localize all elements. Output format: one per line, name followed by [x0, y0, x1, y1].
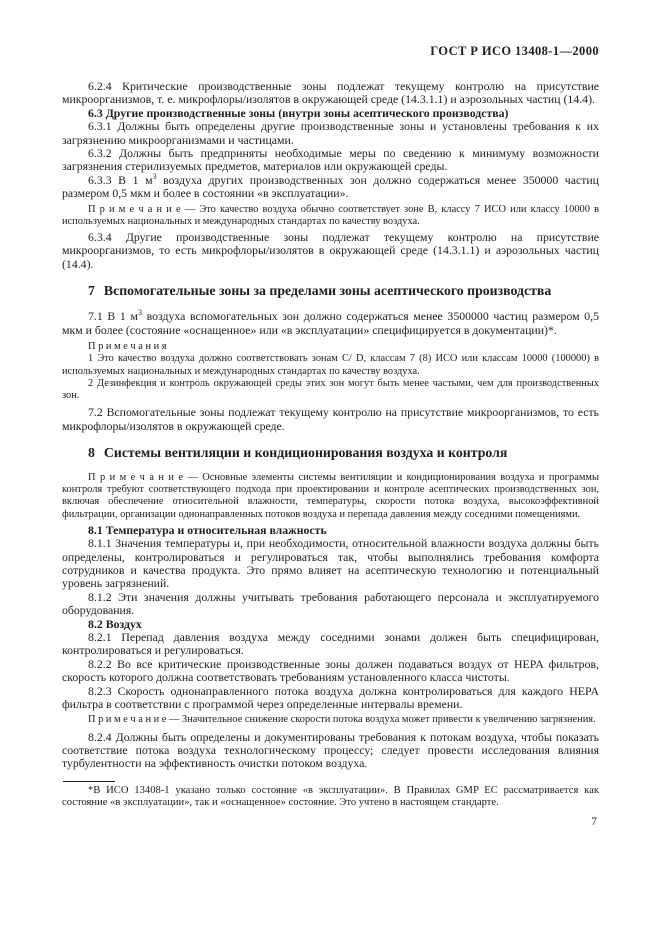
para-7-1	[62, 310, 599, 337]
para-6-3-2: 6.3.2 Должны быть предприняты необходимые меры по сведению к минимуму возможности загрязнения стерилизуемых предметов, материалов или окружающей среды.	[62, 146, 599, 174]
footnote-rule	[63, 781, 115, 782]
section-number: 8	[88, 444, 95, 460]
para-6-3-3-text-rest: воздуха других производственных зон должно содержаться менее 350000 частиц размером 0,5 мкм и более в состоянии «в эксплуатации».	[62, 172, 599, 201]
para-6-3-3	[62, 171, 599, 201]
para-8-2-1: 8.2.1 Перепад давления воздуха между соседними зонами должен быть специфицирован, контролироваться и регулироваться.	[62, 629, 599, 658]
note-6-3-3: П р и м е ч а н и е — Это качество воздуха обычно соответствует зоне В, классу 7 ИСО или классу 10000 в используемых национальных и международных стандартах по качеству воздуха.	[62, 203, 599, 227]
para-7-1-text-rest: воздуха вспомогательных зон должно содержаться менее 3500000 частиц размером 0,5 мкм и более (состояние «оснащенное» или «в эксплуатации» специфицируется в документации)*.	[62, 309, 600, 337]
para-7-2: 7.2 Вспомогательные зоны подлежат текущему контролю на присутствие микроорганизмов, то есть микрофлоры/изолятов в окружающей среде.	[62, 405, 599, 433]
note-8-2-3: П р и м е ч а н и е — Значительное снижение скорости потока воздуха может привести к увеличению загрязнения.	[88, 714, 596, 726]
para-8-1-1: 8.1.1 Значения температуры и, при необходимости, относительной влажности воздуха должны быть определены, контролироваться и регулироваться так, чтобы выполнялись требования комфорта сотрудников и качества продукта. Это прямо влияет на асептическую технологию и потенциальный уровень загрязнений.	[62, 536, 599, 591]
para-6-2-4: 6.2.4 Критические производственные зоны подлежат текущему контролю на присутствие микроорганизмов, т. е. микрофлоры/изолятов в окружающей среде (14.3.1.1) и аэрозольных частиц (14.4).	[62, 79, 599, 107]
section-title: Вспомогательные зоны за пределами зоны асептического производства	[103, 283, 552, 299]
note-7-1-item-2: 2 Дезинфекция и контроль окружающей среды этих зон могут быть менее частыми, чем для производственных зон.	[62, 377, 599, 401]
section-heading-7	[62, 283, 599, 299]
notes-label: П р и м е ч а н и я	[88, 341, 167, 353]
section-number: 7	[88, 283, 95, 299]
para-8-2-4: 8.2.4 Должны быть определены и документированы требования к потокам воздуха, чтобы показать соответствие потока воздуха технологическому процессу; следует провести исследования влияния турбулентности на эффективность очистки потоком воздуха.	[62, 729, 599, 771]
para-6-3-3-text: 6.3.3 В 1 м	[88, 172, 153, 187]
superscript-cubed: 3	[152, 171, 157, 181]
para-8-2-3: 8.2.3 Скорость однонаправленного потока воздуха должна контролироваться для каждого HEPA фильтра в соответствии с программой через определенные интервалы времени.	[62, 683, 599, 712]
subheading-8-2: 8.2 Воздух	[88, 616, 142, 631]
notes-7-1	[62, 341, 599, 402]
page-number: 7	[591, 816, 597, 829]
subheading-6-3: 6.3 Другие производственные зоны (внутри зоны асептического производства)	[88, 105, 509, 120]
subheading-8-1: 8.1 Температура и относительная влажность	[88, 522, 327, 537]
doc-header-designation: ГОСТ Р ИСО 13408-1—2000	[430, 44, 599, 58]
para-7-1-text: 7.1 В 1 м	[88, 309, 138, 324]
para-8-1-2: 8.1.2 Эти значения должны учитывать требования работающего персонала и эксплуатируемого оборудования.	[62, 589, 599, 618]
superscript-cubed: 3	[137, 308, 142, 318]
footnote-text: *В ИСО 13408-1 указано только состояние «в эксплуатации». В Правилах GMP ЕС рассматривается как состояние «в эксплуатации», так и «оснащенное» состояние. Это учтено в настоящем стандарте.	[62, 784, 599, 809]
section-title: Системы вентиляции и кондиционирования воздуха и контроля	[103, 444, 508, 460]
note-section-8: П р и м е ч а н и е — Основные элементы системы вентиляции и кондиционирования воздуха и программы контроля требуют соответствующего подхода при проектировании и контроле асептических производственных зон, включая обеспечение относительной влажности, температуры, скорости потока воздуха, высокоэффективной фильтрации, организации однонаправленных потоков воздуха и перепада давления между соседними помещениями.	[62, 471, 599, 520]
footnote-block	[62, 781, 599, 810]
para-8-2-2: 8.2.2 Во все критические производственные зоны должен подаваться воздух от HEPA фильтров, скорость которого должна соответствовать требованиям установленного класса чистоты.	[62, 656, 599, 685]
para-6-3-1: 6.3.1 Должны быть определены другие производственные зоны и установлены требования к их загрязнению микроорганизмами и частицами.	[62, 119, 599, 147]
section-heading-8	[62, 445, 599, 461]
para-6-3-4: 6.3.4 Другие производственные зоны подлежат текущему контролю на присутствие микроорганизмов, то есть микрофлоры/изолятов в окружающей среде (14.3.1.1) и аэрозольных частиц (14.4).	[62, 230, 599, 271]
note-7-1-item-1: 1 Это качество воздуха должно соответствовать зонам C/ D, классам 7 (8) ИСО или классам 10000 (100000) в используемых национальных и международных стандартах по качеству воздуха.	[62, 353, 599, 377]
